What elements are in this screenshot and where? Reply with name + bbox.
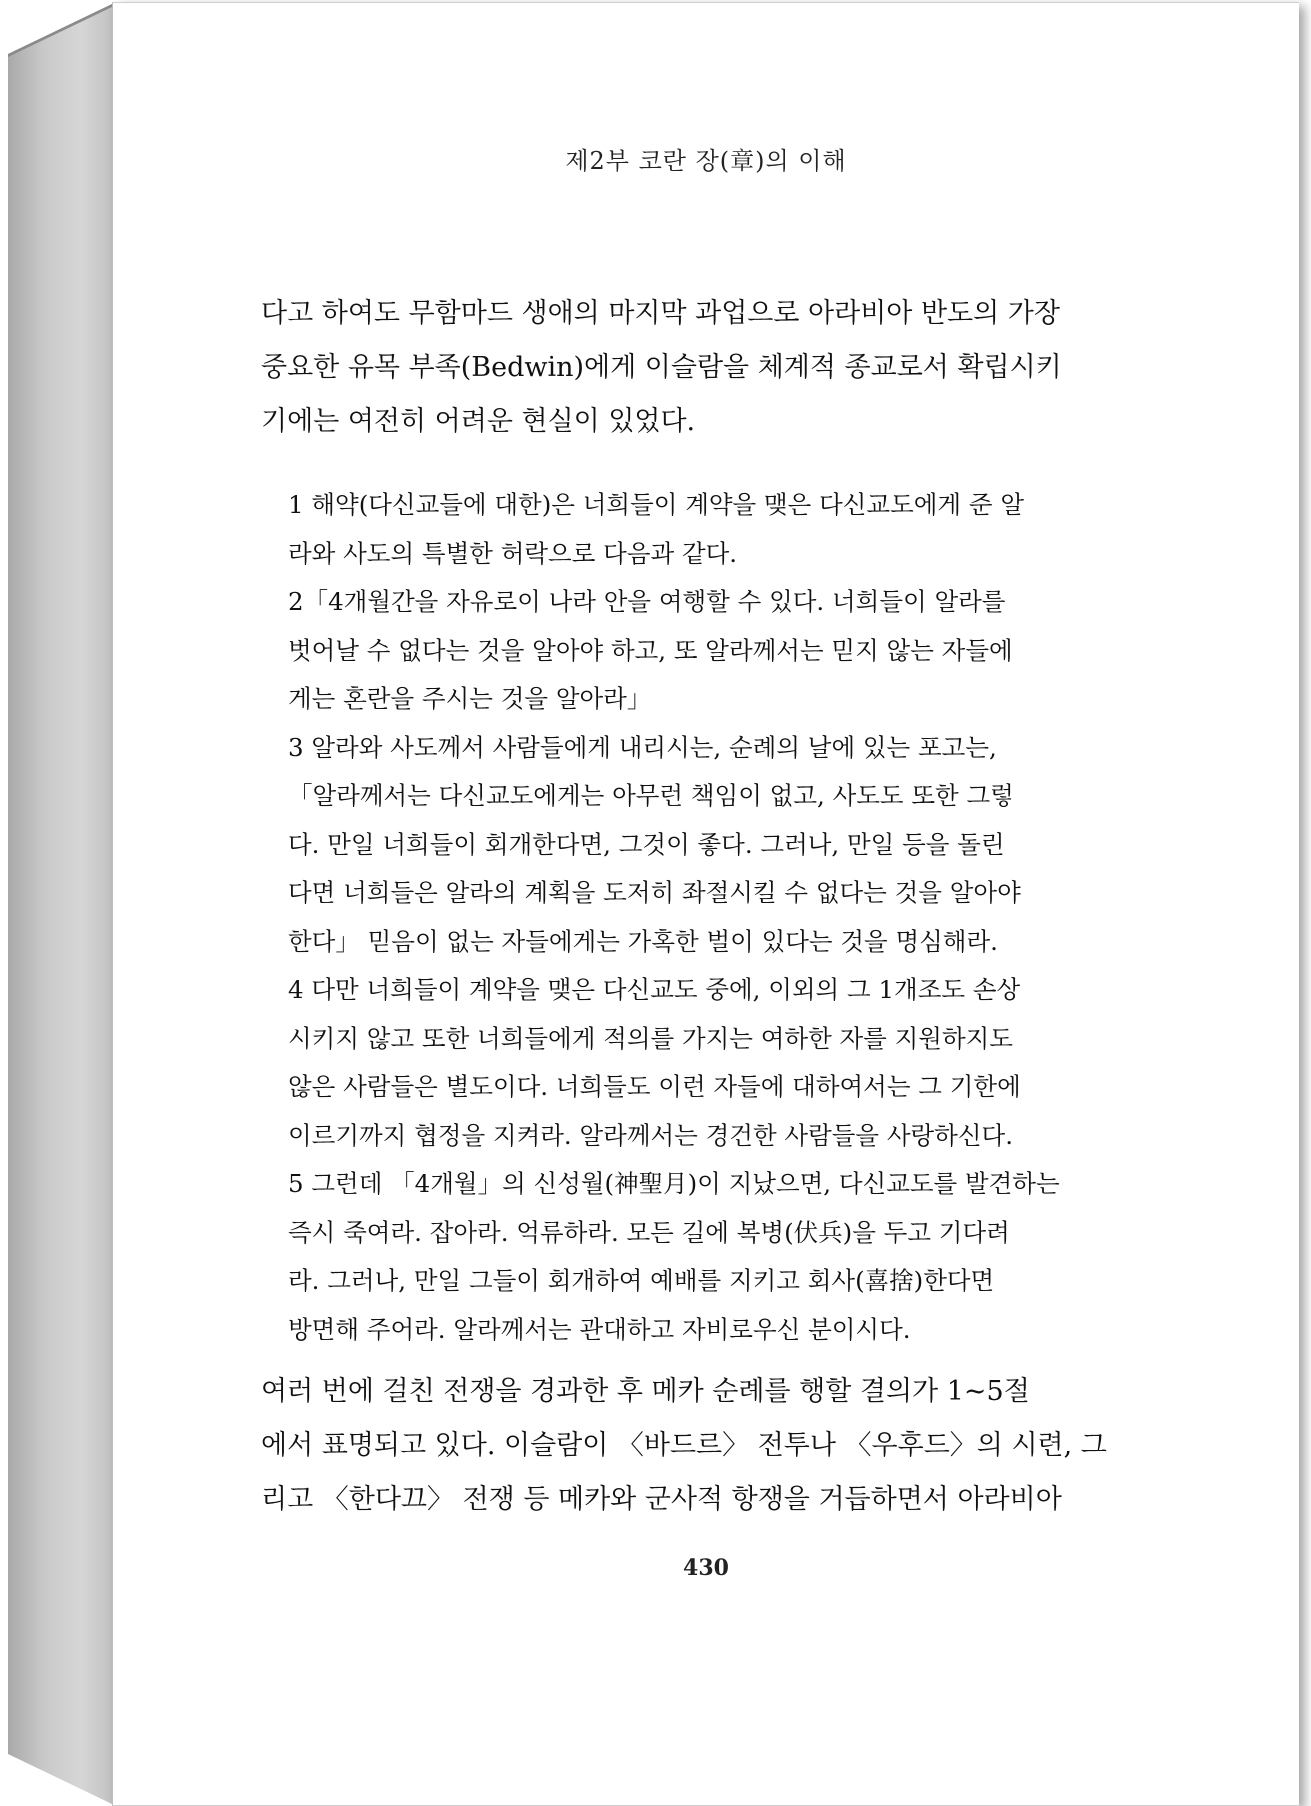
quranic-verses-block: 1 해약(다신교들에 대한)은 너희들이 계약을 맺은 다신교도에게 준 알 라와 사도의 특별한 허락으로 다음과 같다. 2「4개월간을 자유로이 나라 안을 여행할 수 있다. 너희들이 알라를 벗어날 수 없다는 것을 알아야 하고, 또 알라께서는 믿지 않는 자들에 게는 혼란을 주시는 것을 알아라」 3 알라와 사도께서 사람들에게 내리시는, 순례의 날에 있는 포고는, 「알라께서는 다신교도에게는 아무런 책임이 없고, 사도도 또한 그렇 다. 만일 너희들이 회개한다면, 그것이 좋다. 그러나, 만일 등을 돌린 다면 너희들은 알라의 계획을 도저히 좌절시킬 수 없다는 것을 알아야 한다」 믿음이 없는 자들에게는 가혹한 벌이 있다는 것을 명심해라. 4 다만 너희들이 계약을 맺은 다신교도 중에, 이외의 그 1개조도 손상 시키지 않고 또한 너희들에게 적의를 가지는 여하한 자를 지원하지도 않은 사람들은 별도이다. 너희들도 이런 자들에 대하여서는 그 기한에 이르기까지 협정을 지켜라. 알라께서는 경건한 사람들을 사랑하신다. 5 그런데 「4개월」의 신성월(神聖月)이 지났으면, 다신교도를 발견하는 즉시 죽여라. 잡아라. 억류하라. 모든 길에 복병(伏兵)을 두고 기다려 라. 그러나, 만일 그들이 회개하여 예배를 지키고 회사(喜捨)한다면 방면해 주어라. 알라께서는 관대하고 자비로우신 분이시다. bbox=[288, 490, 1060, 1344]
book-spine bbox=[8, 4, 112, 1804]
body-paragraph-bottom: 여러 번에 걸친 전쟁을 경과한 후 메카 순례를 행할 결의가 1~5절 에서 표명되고 있다. 이슬람이 〈바드르〉 전투나 〈우후드〉의 시련, 그 리고 〈한다끄〉 전쟁 등 메카와 군사적 항쟁을 거듭하면서 아라비아 bbox=[261, 1376, 1107, 1515]
book-page bbox=[112, 2, 1299, 1806]
body-paragraph-top: 다고 하여도 무함마드 생애의 마지막 과업으로 아라비아 반도의 가장 중요한 유목 부족(Bedwin)에게 이슬람을 체계적 종교로서 확립시키 기에는 여전히 어려운 현실이 있었다. bbox=[261, 298, 1062, 437]
page-number: 430 bbox=[683, 1555, 729, 1581]
running-head: 제2부 코란 장(章)의 이해 bbox=[565, 147, 847, 175]
